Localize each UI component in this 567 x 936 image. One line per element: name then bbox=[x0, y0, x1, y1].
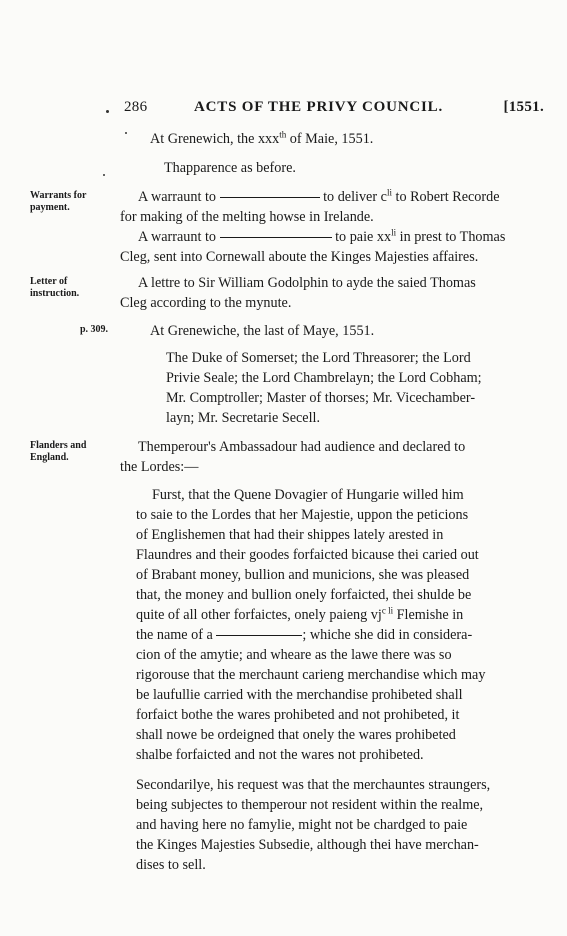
blank-line bbox=[220, 237, 332, 238]
attendance-line: layn; Mr. Secretarie Secell. bbox=[166, 410, 321, 426]
sidenote-page-ref: p. 309. bbox=[79, 324, 108, 335]
attendance-line: Mr. Comptroller; Master of thorses; Mr. Vicechamber- bbox=[166, 390, 476, 406]
running-year: [1551. bbox=[503, 99, 544, 115]
para1-line: quite of all other forfaictes, onely paieng $vj^{c li}$ Flemishe in bbox=[136, 605, 464, 623]
letter-entry-cont: Cleg according to the mynute. bbox=[120, 295, 292, 311]
sidenote-warrants: Warrants for payment. bbox=[30, 190, 87, 213]
running-header bbox=[124, 99, 544, 119]
blank-line bbox=[216, 635, 302, 636]
para1-line: shalbe forfaicted and not the wares not prohibeted. bbox=[136, 747, 424, 763]
para1-line: the name of a ; whiche she did in considera- bbox=[136, 627, 473, 643]
sidenote-letter: Letter of instruction. bbox=[30, 276, 80, 299]
para1-line: of Brabant money, bullion and municions, she was pleased bbox=[136, 567, 470, 583]
margin-dot bbox=[106, 110, 109, 113]
para1-line: Flaundres and their goodes forfaicted bicause thei caried out bbox=[136, 547, 479, 563]
para1-line: shall nowe be ordeigned that onely the wares prohibeted bbox=[136, 727, 456, 743]
ambassador-entry-cont: the Lordes:— bbox=[120, 459, 199, 475]
ambassador-entry: Themperour's Ambassadour had audience and declared to bbox=[138, 439, 466, 455]
meeting-heading: At Grenewiche, the last of Maye, 1551. bbox=[150, 323, 375, 339]
para2-line: being subjectes to themperour not resident within the realme, bbox=[136, 797, 484, 813]
attendance-line: Privie Seale; the Lord Chambrelayn; the Lord Cobham; bbox=[166, 370, 482, 386]
margin-dot bbox=[103, 174, 105, 176]
attendance-line: The Duke of Somerset; the Lord Threasorer; the Lord bbox=[166, 350, 471, 366]
page-number: 286 bbox=[124, 99, 148, 115]
para2-line: the Kinges Majesties Subsedie, although thei have merchan- bbox=[136, 837, 479, 853]
letter-entry: A lettre to Sir William Godolphin to ayde the saied Thomas bbox=[138, 275, 476, 291]
para2-line: dises to sell. bbox=[136, 857, 206, 873]
warrant-entry-cont: for making of the melting howse in Irelande. bbox=[120, 209, 374, 225]
para1-line: of Englishemen that had their shippes lately arested in bbox=[136, 527, 444, 543]
warrant-entry: A warraunt to to paie $xx^{li}$ in prest to Thomas bbox=[138, 227, 506, 245]
para1-line: Furst, that the Quene Dovagier of Hungarie willed him bbox=[152, 487, 464, 503]
warrant-entry: A warraunt to to deliver $c^{li}$ to Robert Recorde bbox=[138, 187, 500, 205]
para1-line: forfaict bothe the wares prohibeted and not prohibeted, it bbox=[136, 707, 460, 723]
para2-line: Secondarilye, his request was that the merchauntes straungers, bbox=[136, 777, 491, 793]
para1-line: rigorouse that the merchaunt carieng merchandise which may bbox=[136, 667, 486, 683]
running-title: ACTS OF THE PRIVY COUNCIL. bbox=[194, 99, 444, 115]
blank-line bbox=[220, 197, 320, 198]
margin-dot bbox=[125, 132, 127, 134]
warrant-entry-cont: Cleg, sent into Cornewall aboute the Kinges Majesties affaires. bbox=[120, 249, 479, 265]
para1-line: that, the money and bullion onely forfaicted, thei shulde be bbox=[136, 587, 472, 603]
para1-line: to saie to the Lordes that her Majestie, uppon the peticions bbox=[136, 507, 469, 523]
para1-line: be laufullie carried with the merchandise prohibeted shall bbox=[136, 687, 463, 703]
meeting-heading: At Grenewich, the xxx$^{th}$ of Maie, 1551. bbox=[150, 129, 374, 147]
para1-line: cion of the amytie; and wheare as the lawe there was so bbox=[136, 647, 452, 663]
attendance-note: Thapparence as before. bbox=[164, 160, 296, 176]
para2-line: and having here no famylie, might not be chardged to paie bbox=[136, 817, 468, 833]
sidenote-flanders: Flanders and England. bbox=[30, 440, 87, 463]
